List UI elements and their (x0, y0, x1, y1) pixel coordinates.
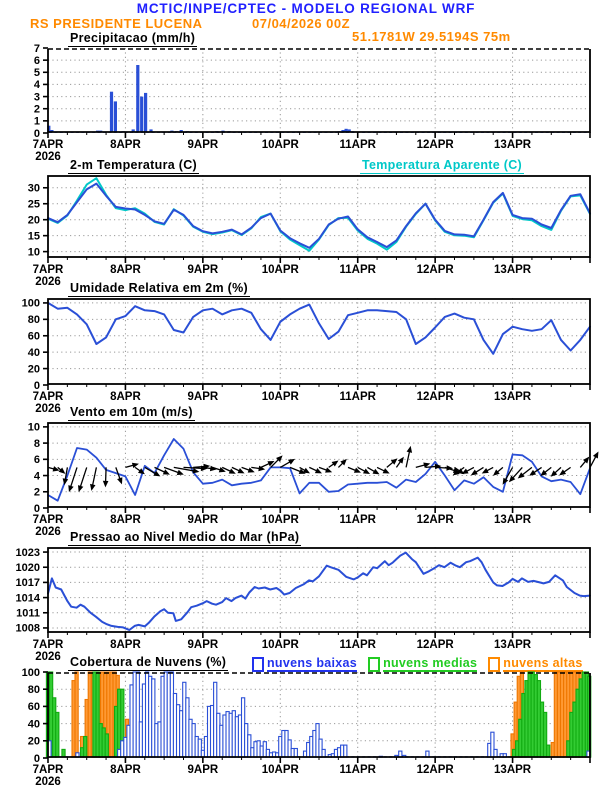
svg-text:25: 25 (27, 198, 40, 211)
svg-text:12APR: 12APR (416, 639, 454, 651)
svg-text:2026: 2026 (35, 776, 61, 788)
run-datetime: 07/04/2026 00Z (252, 16, 351, 31)
wind-arrow (403, 445, 413, 468)
svg-text:7APR: 7APR (32, 139, 64, 151)
svg-text:13APR: 13APR (494, 514, 532, 526)
svg-text:100: 100 (21, 297, 40, 310)
svg-text:1020: 1020 (15, 562, 40, 575)
bar (140, 97, 143, 133)
svg-text:2026: 2026 (35, 403, 61, 415)
velocidade-vento (48, 439, 590, 501)
svg-text:40: 40 (27, 346, 40, 359)
svg-text:3: 3 (33, 91, 40, 104)
legend-label-2: nuvens altas (503, 656, 583, 670)
wind-arrow (327, 458, 340, 469)
svg-text:5: 5 (33, 67, 40, 80)
svg-text:7APR: 7APR (32, 764, 64, 776)
svg-text:9APR: 9APR (187, 139, 219, 151)
svg-text:60: 60 (27, 701, 40, 714)
temperature-chart (0, 175, 612, 288)
grid (48, 547, 590, 633)
wind-arrow (47, 465, 60, 474)
precipitation-chart (0, 42, 612, 163)
svg-text:1017: 1017 (15, 577, 40, 590)
svg-text:4: 4 (33, 79, 40, 92)
svg-text:9APR: 9APR (187, 514, 219, 526)
humidity-chart (0, 298, 612, 415)
svg-text:0: 0 (33, 127, 40, 140)
bar (136, 65, 139, 132)
svg-text:10: 10 (27, 421, 40, 434)
wind-arrow (231, 465, 246, 476)
svg-text:20: 20 (27, 363, 40, 376)
svg-text:0: 0 (33, 502, 40, 515)
svg-text:0: 0 (33, 752, 40, 765)
series (48, 553, 590, 630)
svg-text:80: 80 (27, 314, 40, 327)
svg-text:10APR: 10APR (261, 139, 299, 151)
wind-arrow (173, 465, 200, 475)
wind-arrow (500, 466, 515, 486)
bar (105, 734, 108, 757)
wind-chart (0, 422, 612, 538)
legend-item-mid (368, 656, 477, 672)
wind-arrow (558, 465, 573, 478)
svg-text:2026: 2026 (35, 276, 61, 288)
wind-arrow (480, 465, 494, 476)
svg-text:1011: 1011 (16, 607, 40, 620)
svg-text:80: 80 (27, 684, 40, 696)
svg-text:2026: 2026 (35, 526, 61, 538)
svg-text:9APR: 9APR (187, 391, 219, 403)
apparent-temp-title: Temperatura Aparente (C) (362, 158, 523, 172)
svg-text:12APR: 12APR (416, 139, 454, 151)
bar (294, 749, 297, 758)
axes (22, 298, 590, 415)
temp-panel-title: 2-m Temperatura (C) (70, 158, 198, 172)
legend-box-0 (252, 657, 264, 672)
svg-text:8APR: 8APR (110, 391, 141, 403)
series (48, 303, 590, 354)
wind-arrow (385, 456, 399, 469)
svg-text:2: 2 (33, 486, 40, 499)
legend-item-low (252, 656, 357, 672)
bar (75, 672, 78, 757)
legend-label-1: nuvens medias (383, 656, 478, 670)
svg-text:11APR: 11APR (339, 514, 376, 526)
svg-text:11APR: 11APR (339, 264, 376, 276)
wind-arrow (308, 465, 323, 476)
station-name: RS PRESIDENTE LUCENA (30, 16, 203, 31)
svg-text:8APR: 8APR (110, 514, 141, 526)
svg-text:20: 20 (27, 214, 40, 227)
wind-arrow (76, 467, 89, 493)
pressao-nivel-mar (48, 553, 590, 630)
station-coordinates: 51.1781W 29.5194S 75m (352, 29, 511, 44)
svg-text:1014: 1014 (15, 592, 40, 605)
svg-text:30: 30 (27, 182, 40, 195)
bar (322, 749, 325, 757)
bar (84, 737, 87, 758)
wind-arrow (241, 465, 256, 475)
svg-text:13APR: 13APR (494, 764, 532, 776)
bar (62, 749, 65, 757)
svg-text:15: 15 (27, 230, 40, 243)
temperatura-2m (48, 184, 590, 248)
clouds-panel-title: Cobertura de Nuvens (%) (70, 655, 227, 669)
svg-text:8APR: 8APR (110, 639, 141, 651)
svg-text:8: 8 (33, 437, 40, 450)
svg-text:9APR: 9APR (187, 639, 219, 651)
svg-text:2: 2 (33, 103, 40, 116)
cloud-legend (252, 656, 583, 672)
wind-arrow (394, 455, 406, 469)
svg-text:9APR: 9APR (187, 764, 219, 776)
cloud-cover-chart (0, 666, 612, 788)
svg-text:7: 7 (33, 42, 40, 55)
svg-text:10APR: 10APR (261, 639, 299, 651)
legend-box-1 (368, 657, 380, 672)
svg-text:10APR: 10APR (261, 764, 299, 776)
wind-arrow (469, 465, 485, 478)
svg-text:1: 1 (33, 115, 40, 128)
precip-panel-title: Precipitacao (mm/h) (70, 31, 196, 45)
svg-text:13APR: 13APR (494, 391, 532, 403)
svg-text:100: 100 (21, 666, 40, 679)
svg-text:11APR: 11APR (339, 139, 376, 151)
wind-arrow (89, 467, 99, 492)
svg-text:6: 6 (33, 54, 40, 67)
series (47, 65, 589, 132)
grid (48, 175, 590, 258)
svg-text:12APR: 12APR (416, 764, 454, 776)
model-title: MCTIC/INPE/CPTEC - MODELO REGIONAL WRF (136, 1, 476, 16)
wind-arrow (336, 457, 348, 469)
svg-text:10APR: 10APR (261, 264, 299, 276)
svg-text:12APR: 12APR (416, 391, 454, 403)
svg-text:9APR: 9APR (187, 264, 219, 276)
bar (344, 745, 347, 757)
svg-text:12APR: 12APR (416, 514, 454, 526)
wind-arrow (347, 465, 362, 475)
svg-text:13APR: 13APR (494, 264, 532, 276)
umidade-relativa (48, 303, 590, 354)
bar (547, 745, 550, 757)
svg-text:10APR: 10APR (261, 391, 299, 403)
svg-text:10APR: 10APR (261, 514, 299, 526)
legend-box-2 (488, 657, 500, 672)
axes (28, 176, 590, 288)
wind-arrow (516, 465, 534, 480)
pressure-chart (0, 547, 612, 663)
series (47, 439, 601, 501)
svg-text:2026: 2026 (35, 151, 61, 163)
bar (114, 101, 117, 132)
svg-text:13APR: 13APR (494, 639, 532, 651)
wind-panel-title: Vento em 10m (m/s) (70, 405, 193, 419)
svg-text:12APR: 12APR (416, 264, 454, 276)
svg-text:11APR: 11APR (339, 639, 376, 651)
grid (48, 48, 590, 133)
svg-text:1008: 1008 (15, 622, 40, 635)
svg-text:7APR: 7APR (32, 639, 64, 651)
grid (48, 422, 590, 508)
svg-text:10: 10 (27, 246, 40, 259)
svg-text:1023: 1023 (15, 546, 40, 559)
svg-text:11APR: 11APR (339, 391, 376, 403)
svg-text:40: 40 (27, 718, 40, 731)
bar (110, 92, 113, 132)
svg-text:60: 60 (27, 330, 40, 343)
svg-text:7APR: 7APR (32, 514, 64, 526)
svg-text:0: 0 (33, 379, 40, 392)
legend-label-0: nuvens baixas (267, 656, 358, 670)
svg-text:11APR: 11APR (339, 764, 376, 776)
pressure-panel-title: Pressao ao Nivel Medio do Mar (hPa) (70, 530, 300, 544)
svg-text:20: 20 (27, 735, 40, 748)
svg-text:7APR: 7APR (32, 391, 64, 403)
bar (144, 93, 147, 132)
svg-text:8APR: 8APR (110, 139, 141, 151)
svg-text:13APR: 13APR (494, 139, 532, 151)
series (48, 178, 590, 251)
svg-text:8APR: 8APR (110, 264, 141, 276)
humidity-panel-title: Umidade Relativa em 2m (%) (70, 281, 248, 295)
svg-text:7APR: 7APR (32, 264, 64, 276)
bar (56, 712, 59, 757)
svg-text:8APR: 8APR (110, 764, 141, 776)
svg-text:2026: 2026 (35, 651, 61, 663)
svg-text:6: 6 (33, 454, 40, 467)
axes (16, 547, 590, 663)
series (46, 672, 590, 757)
svg-text:4: 4 (33, 470, 40, 483)
bar (494, 749, 497, 757)
legend-item-high (488, 656, 582, 672)
